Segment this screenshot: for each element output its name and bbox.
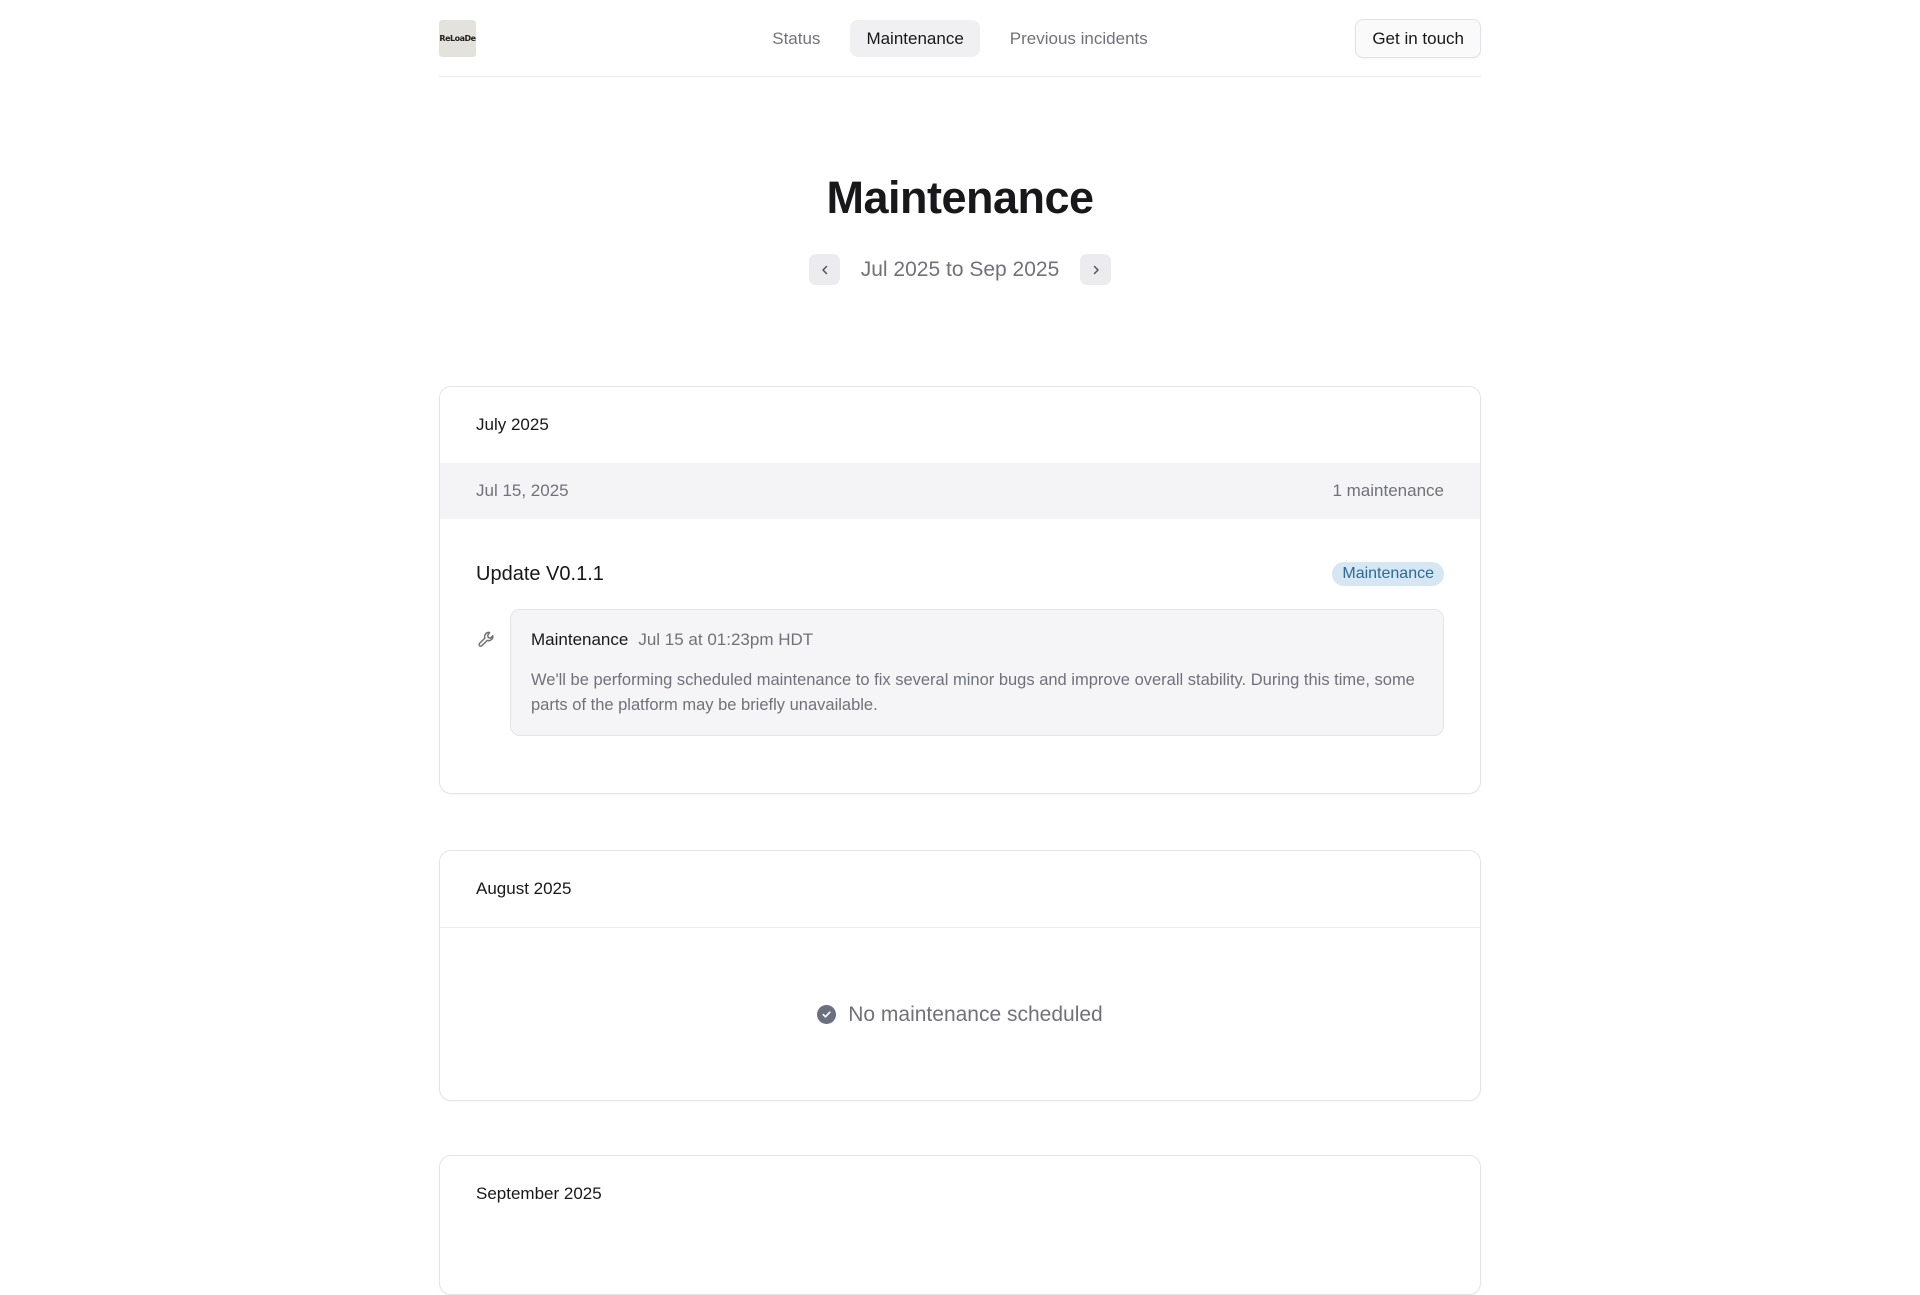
chevron-right-icon xyxy=(1090,264,1102,276)
date-range-selector xyxy=(439,254,1481,285)
event-update xyxy=(476,609,1444,736)
previous-range-button[interactable] xyxy=(809,254,840,285)
maintenance-count: 1 maintenance xyxy=(1332,481,1444,500)
month-card-july xyxy=(439,386,1481,794)
month-card-august xyxy=(439,850,1481,1101)
month-heading: July 2025 xyxy=(476,415,549,434)
check-circle-icon xyxy=(817,1005,836,1024)
update-timestamp: Jul 15 at 01:23pm HDT xyxy=(638,630,814,649)
top-header xyxy=(439,0,1481,77)
month-card-september xyxy=(439,1155,1481,1295)
update-type: Maintenance xyxy=(531,630,629,649)
maintenance-event[interactable] xyxy=(440,519,1480,736)
nav-previous-incidents[interactable]: Previous incidents xyxy=(1009,28,1148,48)
get-in-touch-button[interactable]: Get in touch xyxy=(1355,19,1481,58)
empty-state xyxy=(440,928,1480,1101)
status-badge: Maintenance xyxy=(1332,562,1444,586)
event-title[interactable]: Update V0.1.1 xyxy=(476,562,604,585)
update-card xyxy=(510,609,1444,736)
wrench-icon xyxy=(476,609,510,736)
month-heading: September 2025 xyxy=(476,1184,602,1203)
day-date: Jul 15, 2025 xyxy=(476,481,569,500)
main-nav xyxy=(439,20,1481,57)
page-container xyxy=(439,0,1481,1203)
page-title: Maintenance xyxy=(826,172,1094,223)
logo-text: ReLoaDe xyxy=(439,34,476,43)
chevron-left-icon xyxy=(819,264,831,276)
nav-status[interactable]: Status xyxy=(772,28,821,48)
update-message: We'll be performing scheduled maintenance to fix several minor bugs and improve overall stability. During this time, some parts of the platform may be briefly unavailable. xyxy=(531,671,1415,714)
next-range-button[interactable] xyxy=(1080,254,1111,285)
empty-state-text: No maintenance scheduled xyxy=(848,1002,1103,1026)
date-range-label: Jul 2025 to Sep 2025 xyxy=(860,257,1060,281)
day-row xyxy=(440,463,1480,519)
month-heading: August 2025 xyxy=(476,879,572,898)
nav-maintenance[interactable]: Maintenance xyxy=(850,20,979,57)
